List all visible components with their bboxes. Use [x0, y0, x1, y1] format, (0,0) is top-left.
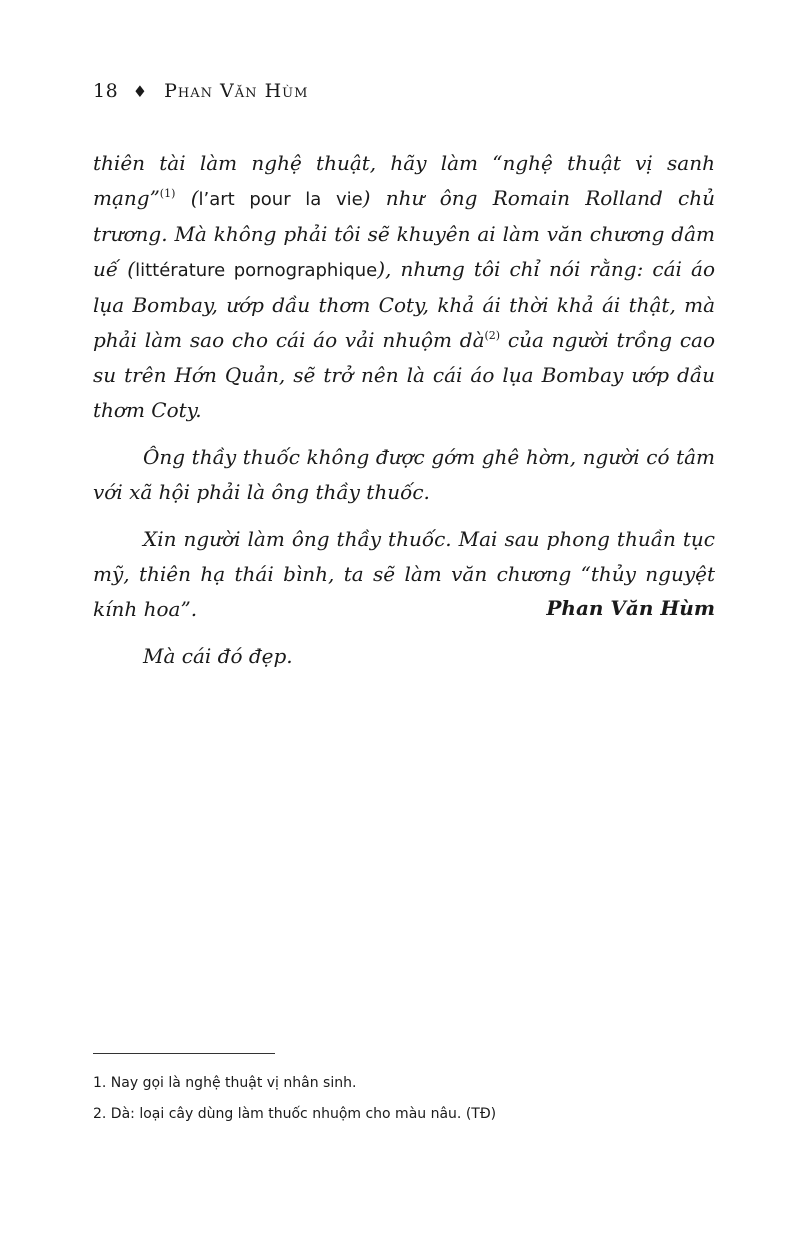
running-header [93, 80, 308, 102]
p1-text-1: thiên tài làm nghệ thuật, hãy làm “nghệ thuật vị sanh mạng” [93, 151, 715, 210]
p1-text-5: của người trồng cao su trên Hớn Quản, sẽ trở nên là cái áo lụa Bombay ướp dầu thơm Coty. [93, 328, 715, 422]
p1-roman-2: littérature pornographique [135, 260, 378, 281]
paragraph-1 [93, 146, 715, 428]
p1-text-2: ( [190, 186, 199, 210]
footnote-ref-1: (1) [159, 187, 176, 200]
footnote-ref-2: (2) [484, 329, 501, 342]
diamond-separator: ♦ [132, 82, 148, 101]
paragraph-4: Mà cái đó đẹp. [143, 644, 293, 668]
signature: Phan Văn Hùm [546, 596, 715, 620]
footnote-1: 1. Nay gọi là nghệ thuật vị nhân sinh. [93, 1075, 357, 1091]
paragraph-3: Xin người làm ông thầy thuốc. Mai sau phong thuần tục mỹ, thiên hạ thái bình, ta sẽ làm văn chương “thủy nguyệt kính hoa”. [93, 527, 715, 621]
footnote-2: 2. Dà: loại cây dùng làm thuốc nhuộm cho màu nâu. (TĐ) [93, 1106, 497, 1122]
header-author: Phan Văn Hùm [164, 80, 309, 102]
footnote-divider [93, 1053, 275, 1054]
p1-text-3: ) như ông Romain Rolland chủ trương. Mà không phải tôi sẽ khuyên ai làm văn chương dâm uế ( [93, 186, 716, 281]
footnotes [93, 1068, 713, 1130]
p1-text-4: ), nhưng tôi chỉ nói rằng: cái áo lụa Bombay, ướp dầu thơm Coty, khả ái thời khả ái thật, mà phải làm sao cho cái áo vải nhuộm dà [93, 257, 715, 352]
page-number: 18 [93, 80, 119, 102]
paragraph-2: Ông thầy thuốc không được gớm ghê hờm, người có tâm với xã hội phải là ông thầy thuốc. [93, 445, 715, 504]
p1-roman-1: l’art pour la vie [198, 189, 363, 210]
